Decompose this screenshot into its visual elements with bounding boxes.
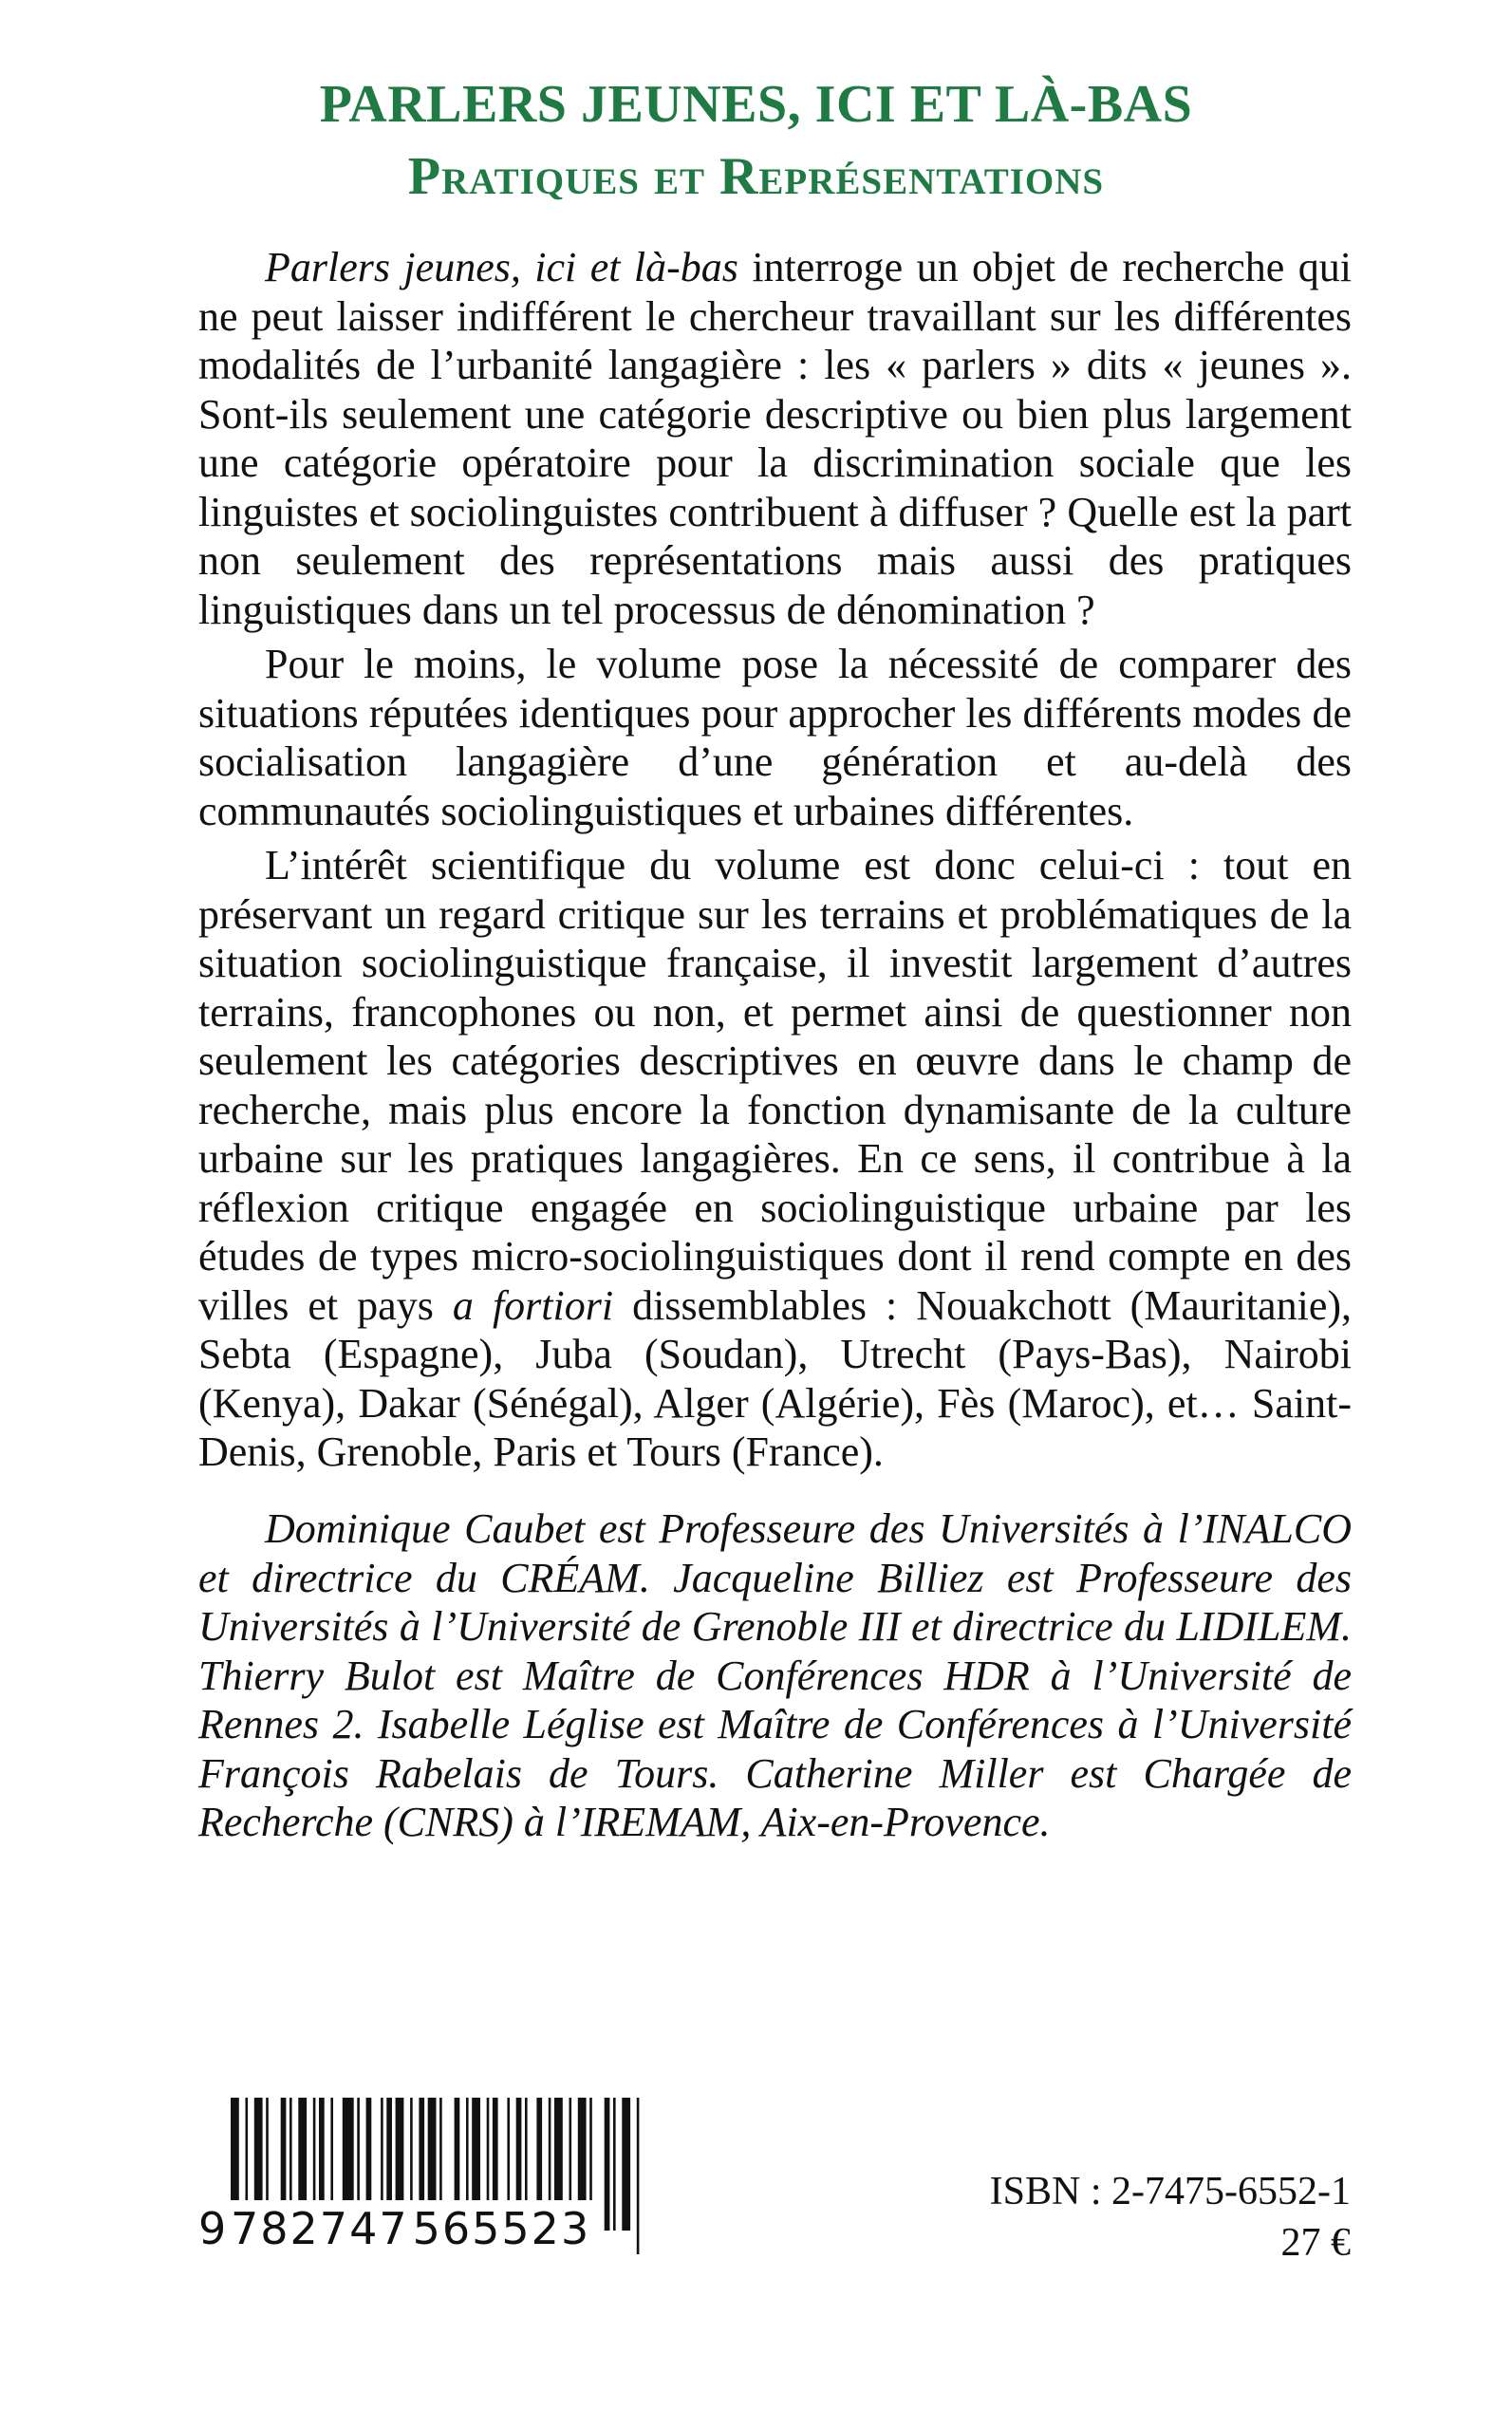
summary-paragraph-3-text-b: dissemblables : Nouakchott (Mauritanie), Sebta (Espagne), Juba (Soudan), Utrecht (Pays-Bas), Nairobi (Kenya), Dakar (Sénégal), Alger (Algérie), Fès (Maroc), et… Saint-Denis, Grenoble, Paris et Tours (France). <box>198 1281 1352 1475</box>
summary-title-reference: Parlers jeunes, ici et là-bas <box>265 244 738 290</box>
summary-italic-term: a fortiori <box>452 1281 614 1329</box>
barcode-digits-group-2: 565523 <box>411 2200 593 2257</box>
barcode-digits-group-1: 782747 <box>229 2200 411 2257</box>
summary-paragraph-1-text: interroge un objet de recherche qui ne peut laisser indifférent le chercheur travaillant sur les différentes modalités de l’urbanité langagière : les « parlers » dits « jeunes ». Sont-ils seulement une catégorie descriptive ou bien plus largement une catégorie opératoire pour la discrimination sociale que les linguistes et sociolinguistes contribuent à diffuser ? Quelle est la part non seulement des représentations mais aussi des pratiques linguistiques dans un tel processus de dénomination ? <box>198 244 1353 633</box>
barcode-digit-lead: 9 <box>198 2203 229 2254</box>
title-subtitle: Pratiques et Représentations <box>407 147 1105 206</box>
barcode-number <box>198 2200 644 2257</box>
summary-paragraph-3 <box>198 841 1352 1477</box>
summary-paragraph-2: Pour le moins, le volume pose la nécessité de comparer des situations réputées identiques pour approcher les différents modes de socialisation langagière d’une génération et au-delà des communautés sociolinguistiques et urbaines différentes. <box>198 641 1352 834</box>
title-main: PARLERS JEUNES, ICI ET LÀ-BAS <box>319 75 1193 134</box>
summary-paragraph-1 <box>198 243 1352 634</box>
authors-paragraph: Dominique Caubet est Professeure des Universités à l’INALCO et directrice du CRÉAM. Jacqueline Billiez est Professeure des Universités à l’Université de Grenoble III et directrice du LIDILEM. Thierry Bulot est Maître de Conférences HDR à l’Université de Rennes 2. Isabelle Léglise est Maître de Conférences à l’Université François Rabelais de Tours. Catherine Miller est Chargée de Recherche (CNRS) à l’IREMAM, Aix-en-Provence. <box>198 1505 1352 1845</box>
isbn-label: ISBN : 2-7475-6552-1 <box>989 2170 1351 2213</box>
back-cover-summary <box>198 243 1352 1477</box>
price-label: 27 € <box>1280 2221 1351 2265</box>
book-title <box>0 66 1512 211</box>
authors-bio <box>198 1504 1352 1847</box>
summary-paragraph-3-text-a: L’intérêt scientifique du volume est donc celui-ci : tout en préservant un regard critique sur les terrains et problématiques de la situation sociolinguistique française, il investit largement d’autres terrains, francophones ou non, et permet ainsi de questionner non seulement les catégories descriptives en œuvre dans le champ de recherche, mais plus encore la fonction dynamisante de la culture urbaine sur les pratiques langagières. En ce sens, il contribue à la réflexion critique engagée en sociolinguistique urbaine par les études de types micro-sociolinguistiques dont il rend compte en des villes et pays <box>198 842 1352 1329</box>
